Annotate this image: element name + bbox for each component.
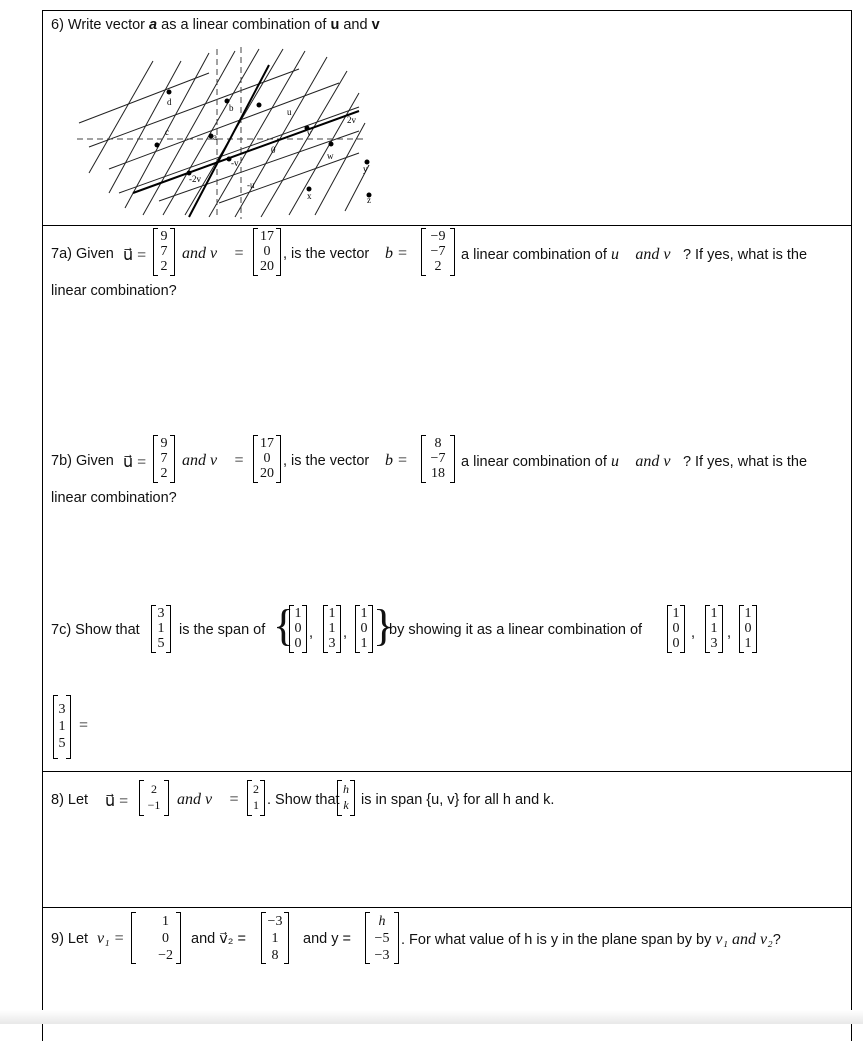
q7b-b-vector: 8 −7 18 (421, 435, 455, 483)
point-w (329, 142, 334, 147)
q7a-label: 7a) Given (51, 246, 114, 262)
q9-tail: . For what value of h is y in the plane span by by v₁ and v₂? (401, 931, 781, 948)
label-d: d (167, 97, 172, 107)
q7c-comma-2: , (343, 625, 348, 641)
q6-prompt: 6) Write vector a as a linear combination of u and v (51, 17, 380, 33)
q8-u-symbol: u⃗ = (105, 793, 129, 810)
question-7c (43, 597, 851, 771)
q7a-b-symbol: b = (385, 245, 408, 262)
point-d (167, 90, 172, 95)
q7c-vector: 3 1 5 (151, 605, 171, 653)
label-2v: 2v (347, 115, 356, 125)
q9-y-vector: h −5 −3 (365, 912, 399, 964)
q8-tail: is in span {u, v} for all h and k. (361, 792, 555, 808)
q8-hk-vector: h k (337, 780, 355, 816)
q7a-mid: , is the vector (283, 246, 370, 262)
question-8 (43, 771, 851, 908)
q7c-tail: by showing it as a linear combination of (389, 622, 643, 638)
q9-v1-symbol: v₁ = (97, 930, 125, 947)
q7c-comma-1: , (309, 625, 314, 641)
label-b: b (229, 103, 234, 113)
q8-show: . Show that (267, 792, 340, 808)
label-z: z (367, 195, 371, 205)
q9-v1-vector: 1 0 −2 (131, 912, 181, 964)
q7b-u-symbol: u⃗ = (123, 454, 147, 471)
q7c-equals: = (79, 717, 89, 734)
q7c-left-brace: { (273, 601, 295, 650)
label-u: u (287, 107, 292, 117)
q8-v-vector: 2 1 (247, 780, 265, 816)
q7c-comma-3: , (691, 625, 696, 641)
q7c-label: 7c) Show that (51, 622, 140, 638)
page-bottom-shadow (0, 1010, 863, 1024)
question-7a (43, 225, 851, 422)
label-neg-2v: -2v (189, 174, 201, 184)
q7a-line2: linear combination? (51, 283, 177, 299)
q7c-combo-vector-1: 1 0 0 (667, 605, 685, 653)
worksheet (42, 10, 852, 1041)
q7c-span-vector-2: 1 1 3 (323, 605, 341, 653)
q7c-combo-vector-2: 1 1 3 (705, 605, 723, 653)
question-6 (43, 11, 851, 225)
q7b-u-vector: 9 7 2 (153, 435, 175, 483)
label-x: x (307, 191, 312, 201)
q9-v2-vector: −3 1 8 (261, 912, 289, 964)
label-y: y (363, 164, 368, 174)
q7b-line2: linear combination? (51, 490, 177, 506)
label-neg-u: -u (247, 180, 255, 190)
q9-label: 9) Let (51, 931, 89, 947)
q7b-b-symbol: b = (385, 452, 408, 469)
q7a-and-v: and v⃗ = (182, 245, 245, 262)
q7b-label: 7b) Given (51, 453, 114, 469)
point-c (155, 143, 160, 148)
point-u (257, 103, 262, 108)
q7c-mid: is the span of (179, 622, 266, 638)
label-v: v (307, 128, 312, 138)
q7a-u-symbol: u⃗ = (123, 247, 147, 264)
q8-u-vector: 2 −1 (139, 780, 169, 816)
label-c: c (165, 127, 169, 137)
label-0: 0 (271, 145, 276, 155)
q8-label: 8) Let (51, 792, 89, 808)
q7c-right-brace: } (373, 601, 395, 650)
q7a-u-vector: 9 7 2 (153, 228, 175, 276)
label-a: a (213, 132, 217, 142)
label-neg-v: -v (231, 158, 239, 168)
q7c-span-vector-1: 1 0 0 (289, 605, 307, 653)
q7a-b-vector: −9 −7 2 (421, 228, 455, 276)
q7c-combo-vector-3: 1 0 1 (739, 605, 757, 653)
q8-and-v: and v⃗ = (177, 791, 240, 808)
q7a-tail: a linear combination of u⃗ and v⃗? If yes, what is the (461, 246, 808, 263)
q7a-v-vector: 17 0 20 (253, 228, 281, 276)
question-7b (43, 421, 851, 597)
q7c-span-vector-3: 1 0 1 (355, 605, 373, 653)
q7c-comma-4: , (727, 625, 732, 641)
q7b-v-vector: 17 0 20 (253, 435, 281, 483)
vector-grid-figure (69, 43, 369, 221)
q9-and-v2: and v⃗₂ = (191, 931, 246, 947)
q7b-tail: a linear combination of u⃗ and v⃗? If yes, what is the (461, 453, 808, 470)
q9-and-y: and y = (303, 931, 351, 947)
q7b-mid: , is the vector (283, 453, 370, 469)
q7c-answer-vector: 3 1 5 (53, 695, 71, 759)
q7b-and-v: and v⃗ = (182, 452, 245, 469)
label-w: w (327, 151, 334, 161)
